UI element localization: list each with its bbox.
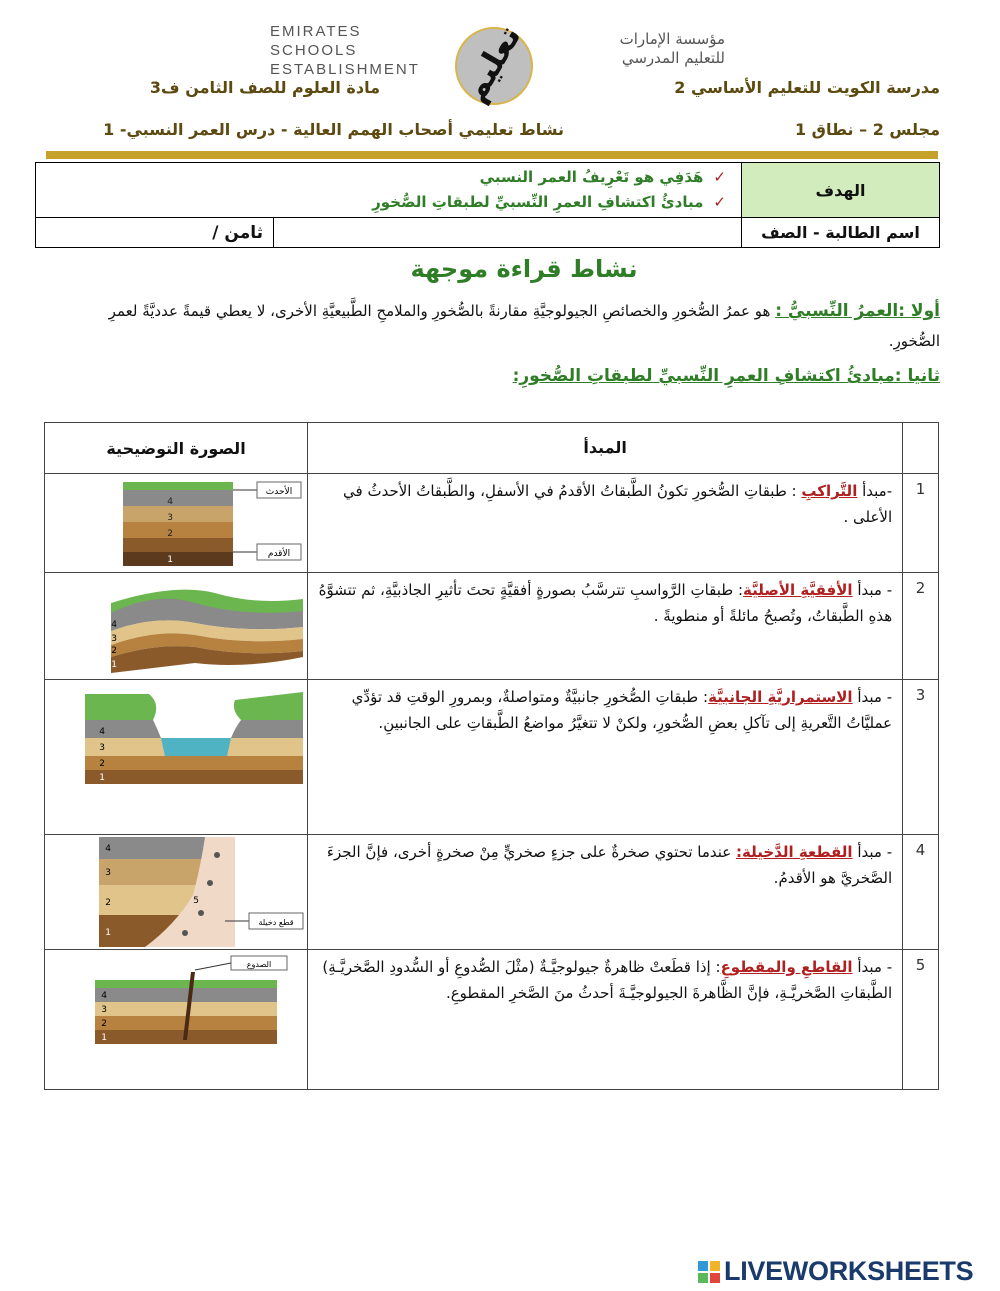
table-row bbox=[45, 474, 939, 573]
row-text: - مبدأ الأفقيَّةِ الأصليَّة: طبقاتِ الرَّواسبِ تترسَّبُ بصورةٍ أفقيَّةٍ تحتَ تأثيرِ الجاذبيَّةِ، ثم تتشوَّهُ هذهِ الطَّبقاتُ، وتُصبحُ مائلةً أو منطويةً . bbox=[308, 573, 903, 680]
keyword: القاطعِ والمقطوعِ bbox=[720, 958, 853, 976]
check-icon: ✓ bbox=[713, 193, 726, 211]
section2-heading: ثانيا :مبادئُ اكتشافِ العمرِ النِّسبيِّ لطبقاتِ الصُّخورِ: bbox=[512, 366, 940, 386]
svg-text:4: 4 bbox=[99, 727, 106, 737]
header-principle: المبدأ bbox=[308, 423, 903, 474]
keyword: الأفقيَّةِ الأصليَّة bbox=[743, 581, 853, 599]
row-text: - مبدأ القاطعِ والمقطوعِ: إذا قطَعتْ ظاهرةٌ جيولوجيَّـةٌ (مثْلَ الصُّدوعِ أو السُّدودِ الصَّخريَّـةِ) الطَّبقاتِ الصَّخريَّـةِ، فإنَّ الظَّاهرةَ الجيولوجيَّـةَ أحدثُ منَ الصَّخرِ المقطوعِ. bbox=[308, 950, 903, 1090]
svg-text:3: 3 bbox=[111, 634, 118, 644]
header-num bbox=[903, 423, 939, 474]
svg-text:2: 2 bbox=[101, 1019, 108, 1029]
label-fault: الصدوع bbox=[246, 960, 272, 969]
svg-text:4: 4 bbox=[111, 620, 118, 630]
table-row bbox=[45, 950, 939, 1090]
inst-line1: مؤسسة الإمارات bbox=[619, 30, 725, 48]
svg-text:3: 3 bbox=[105, 868, 112, 878]
liveworksheets-text: LIVEWORKSHEETS bbox=[724, 1256, 974, 1286]
svg-text:4: 4 bbox=[101, 991, 108, 1001]
svg-text:2: 2 bbox=[111, 646, 118, 656]
ese-logo-text bbox=[270, 22, 420, 79]
grade-field[interactable]: ثامن / bbox=[36, 218, 274, 248]
liveworksheets-icon bbox=[698, 1259, 720, 1281]
inclusion-image bbox=[45, 835, 308, 950]
svg-text:3: 3 bbox=[99, 743, 106, 753]
council-text: مجلس 2 – نطاق 1 bbox=[794, 120, 940, 139]
row-number: 1 bbox=[903, 474, 939, 573]
row-text: -مبدأ التَّراكبِ : طبقاتِ الصُّخورِ تكونُ الطَّبقاتُ الأقدمُ في الأسفلِ، والطَّبقاتُ الأحدثُ في الأعلى . bbox=[308, 474, 903, 573]
horizontality-image bbox=[45, 573, 308, 680]
page-title: نشاط قراءة موجهة bbox=[410, 255, 638, 283]
logo-word: تعليم bbox=[454, 22, 529, 108]
superposition-image bbox=[45, 474, 308, 573]
goal-item-2: ✓مبادئُ اكتشافِ العمرِ النِّسبيِّ لطبقاتِ الصُّخورِ bbox=[372, 193, 726, 211]
table-row bbox=[45, 680, 939, 835]
svg-text:3: 3 bbox=[167, 513, 174, 523]
subject-name: مادة العلوم للصف الثامن ف3 bbox=[149, 78, 380, 97]
svg-text:4: 4 bbox=[167, 497, 174, 507]
inst-logo-text bbox=[575, 30, 725, 68]
school-name: مدرسة الكويت للتعليم الأساسي 2 bbox=[674, 78, 940, 97]
svg-text:2: 2 bbox=[99, 759, 106, 769]
svg-text:1: 1 bbox=[101, 1033, 108, 1043]
student-label: اسم الطالبة - الصف bbox=[742, 218, 940, 248]
section1-paragraph bbox=[60, 296, 940, 356]
goal-table bbox=[35, 162, 940, 248]
lateral-continuity-image bbox=[45, 680, 308, 835]
gold-divider bbox=[46, 151, 938, 159]
liveworksheets-logo bbox=[698, 1256, 973, 1287]
row-text: - مبدأ القطعةِ الدَّخيلة: عندما تحتوي صخرةٌ على جزءٍ صخريٍّ مِنْ صخرةٍ أخرى، فإنَّ الجزءَ الصَّخريَّ هو الأقدمُ. bbox=[308, 835, 903, 950]
row-number: 3 bbox=[903, 680, 939, 835]
check-icon: ✓ bbox=[713, 168, 726, 186]
goal-items bbox=[36, 163, 742, 218]
row-number: 5 bbox=[903, 950, 939, 1090]
activity-title: نشاط تعليمي أصحاب الهمم العالية - درس العمر النسبي- 1 bbox=[103, 120, 564, 139]
goal-label: الهدف bbox=[742, 163, 940, 218]
row-text: - مبدأ الاستمراريَّةِ الجانبيَّة: طبقاتِ الصُّخورِ جانبيَّةٌ ومتواصلةٌ، وبمرورِ الوقتِ قد تؤدِّي عمليَّاتُ التَّعريةِ إلى تآكلِ بعضِ الصُّخورِ، ولكنْ لا تتغيَّرُ مواضعُ الطَّبقاتِ على الجانبينِ. bbox=[308, 680, 903, 835]
row-number: 4 bbox=[903, 835, 939, 950]
svg-text:5: 5 bbox=[193, 896, 200, 906]
goal-item-1: ✓هَدَفِي هو تَعْرِيفُ العمر النسبي bbox=[479, 168, 726, 186]
svg-text:1: 1 bbox=[111, 660, 118, 670]
ese-line2: ESTABLISHMENT bbox=[270, 61, 420, 78]
svg-text:1: 1 bbox=[99, 773, 106, 783]
svg-text:3: 3 bbox=[101, 1005, 108, 1015]
principles-table bbox=[44, 422, 939, 1090]
svg-text:2: 2 bbox=[167, 529, 174, 539]
student-name-field[interactable] bbox=[274, 218, 742, 248]
label-newest: الأحدث bbox=[265, 487, 293, 497]
inst-line2: للتعليم المدرسي bbox=[621, 49, 725, 67]
svg-text:1: 1 bbox=[105, 928, 112, 938]
header-image: الصورة التوضيحية bbox=[45, 423, 308, 474]
table-row bbox=[45, 573, 939, 680]
keyword: الاستمراريَّةِ الجانبيَّة bbox=[708, 688, 853, 706]
section1-heading: أولا :العمرُ النِّسبيُّ : bbox=[775, 301, 940, 321]
keyword: التَّراكبِ bbox=[801, 482, 858, 500]
svg-text:2: 2 bbox=[105, 898, 112, 908]
ese-line1: EMIRATES SCHOOLS bbox=[270, 23, 362, 59]
label-inclusion: قطع دخيلة bbox=[258, 918, 294, 927]
keyword: القطعةِ الدَّخيلة: bbox=[736, 843, 853, 861]
section1-body: هو عمرُ الصُّخورِ والخصائصِ الجيولوجيَّةِ مقارنةً بالصُّخورِ والملامحِ الطَّبيعيَّةِ الأخرى، لا يعطي قيمةً عدديَّةً لعمرِ الصُّخورِ. bbox=[108, 302, 940, 350]
label-oldest: الأقدم bbox=[267, 549, 291, 559]
svg-text:4: 4 bbox=[105, 844, 112, 854]
svg-text:1: 1 bbox=[167, 555, 174, 565]
taleem-logo bbox=[446, 22, 542, 108]
row-number: 2 bbox=[903, 573, 939, 680]
table-row bbox=[45, 835, 939, 950]
cross-cutting-image bbox=[45, 950, 308, 1090]
